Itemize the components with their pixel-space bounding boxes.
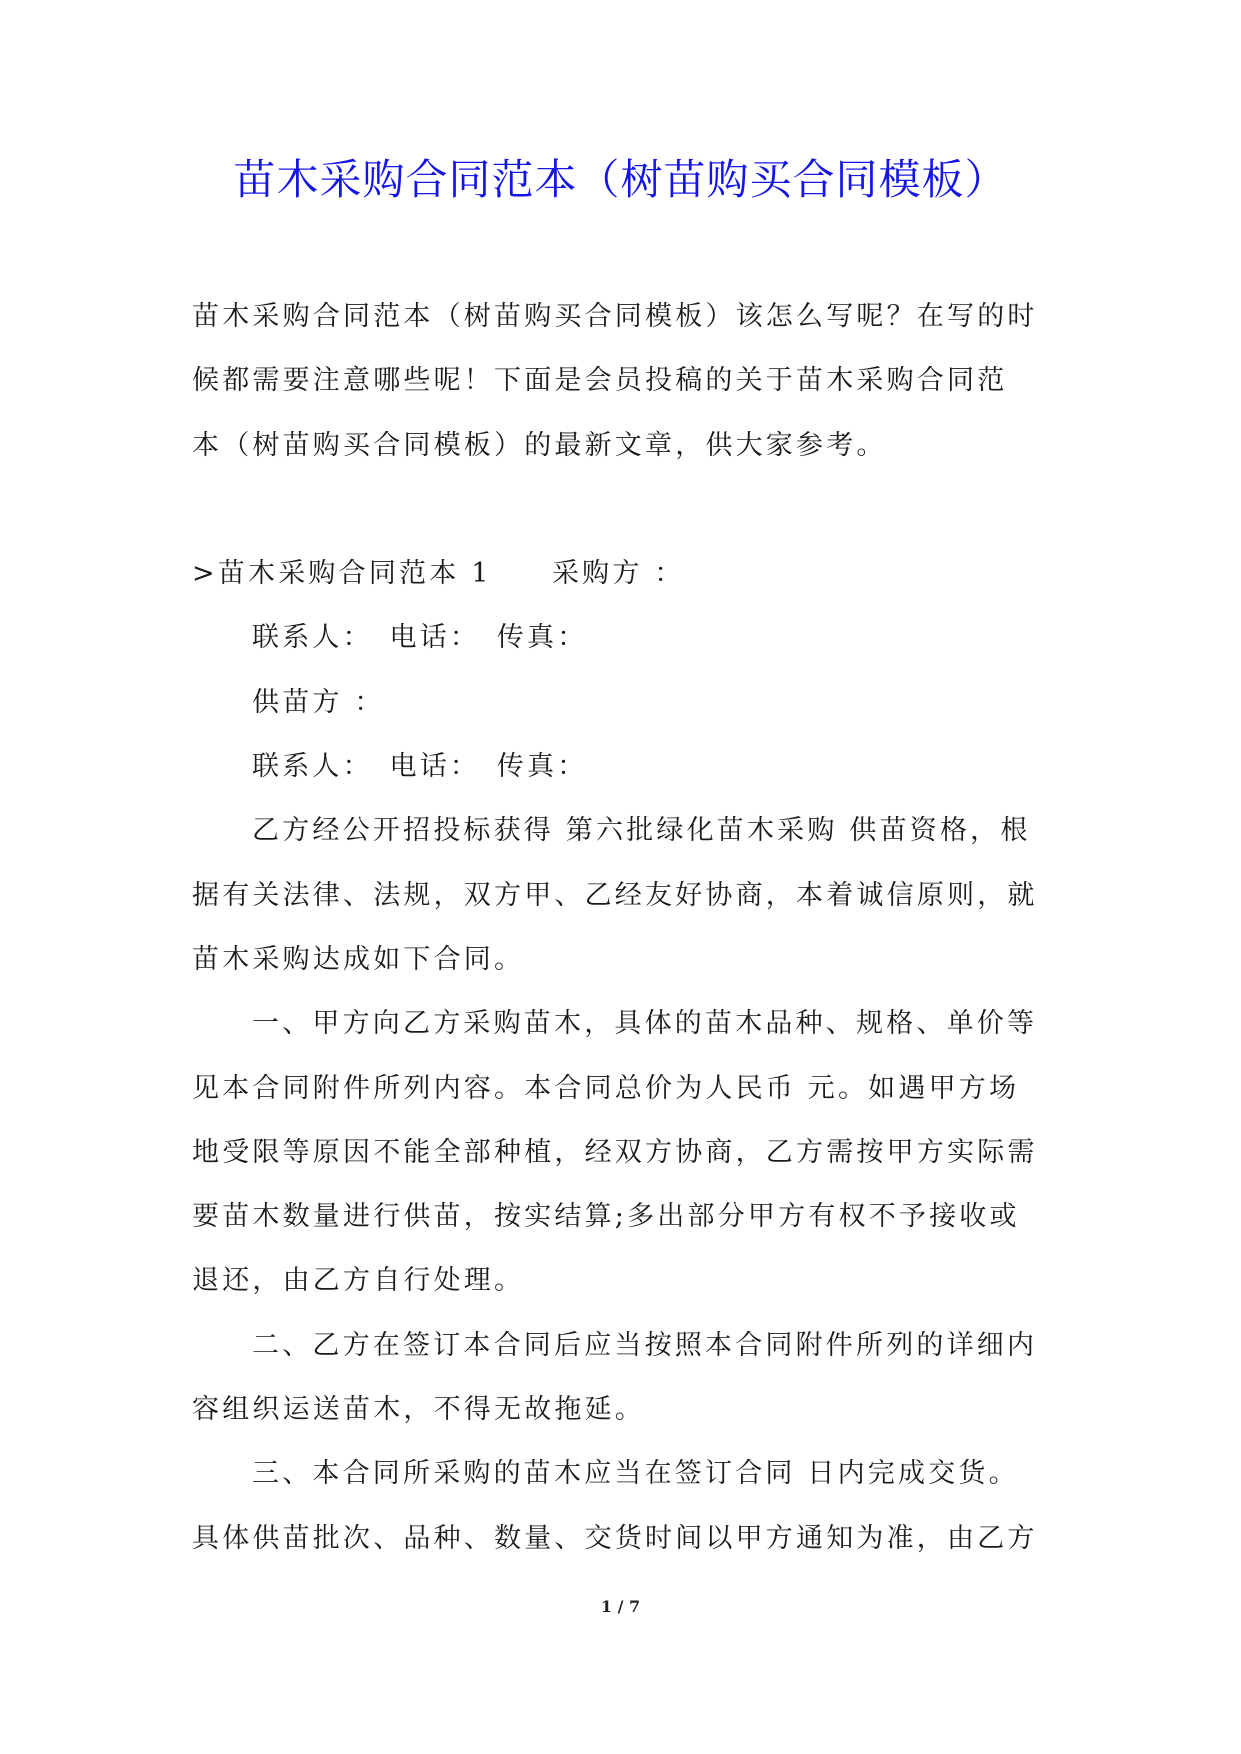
paragraph-line: 苗木采购达成如下合同。 (192, 943, 525, 975)
clause-line: 退还，由乙方自行处理。 (192, 1265, 525, 1297)
document-body (192, 285, 1052, 1571)
paragraph-line: 乙方经公开招投标获得 第六批绿化苗木采购 供苗资格，根 (252, 815, 1031, 847)
intro-line: 候都需要注意哪些呢！下面是会员投稿的关于苗木采购合同范 (192, 365, 1008, 397)
buyer-contact-line: 联系人： 电话： 传真： (252, 622, 588, 654)
clause-line: 二、乙方在签订本合同后应当按照本合同附件所列的详细内 (252, 1329, 1038, 1361)
clause-line: 地受限等原因不能全部种植，经双方协商，乙方需按甲方实际需 (192, 1136, 1038, 1168)
clause-line: 容组织运送苗木，不得无故拖延。 (192, 1394, 645, 1426)
clause-line: 三、本合同所采购的苗木应当在签订合同 日内完成交货。 (252, 1458, 1019, 1490)
contract-heading-buyer: >苗木采购合同范本 1 采购方 ： (192, 558, 685, 590)
intro-line: 本（树苗购买合同模板）的最新文章，供大家参考。 (192, 429, 887, 461)
clause-line: 一、甲方向乙方采购苗木，具体的苗木品种、规格、单价等 (252, 1008, 1038, 1040)
document-title: 苗木采购合同范本（树苗购买合同模板） (233, 155, 1008, 204)
clause-line: 要苗木数量进行供苗，按实结算;多出部分甲方有权不予接收或 (192, 1201, 1020, 1233)
clause-line: 具体供苗批次、品种、数量、交货时间以甲方通知为准，由乙方 (192, 1522, 1038, 1554)
supplier-line: 供苗方 ： (252, 686, 385, 718)
paragraph-gap (192, 478, 1052, 542)
page-indicator: 1 / 7 (600, 1597, 641, 1616)
intro-line: 苗木采购合同范本（树苗购买合同模板）该怎么写呢？在写的时 (192, 301, 1038, 332)
paragraph-line: 据有关法律、法规，双方甲、乙经友好协商，本着诚信原则，就 (192, 879, 1038, 911)
supplier-contact-line: 联系人： 电话： 传真： (252, 751, 588, 783)
clause-line: 见本合同附件所列内容。本合同总价为人民币 元。如遇甲方场 (192, 1072, 1020, 1104)
